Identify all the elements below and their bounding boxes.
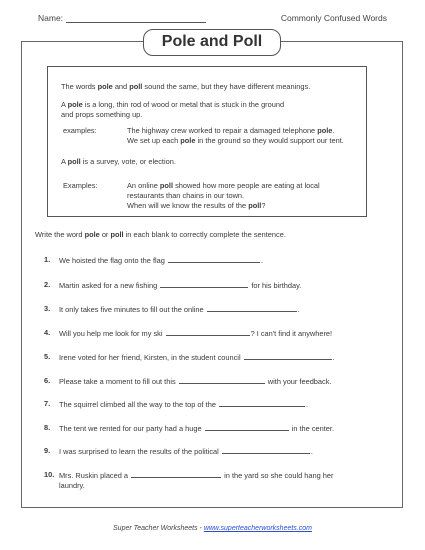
question-number: 7. (44, 399, 51, 408)
page-footer (0, 525, 425, 532)
intro-word-poll: poll (129, 82, 143, 91)
question-text (59, 376, 395, 387)
question-number: 10. (44, 470, 55, 479)
question-text (59, 304, 395, 315)
question-number: 6. (44, 376, 51, 385)
question-pre: The tent we rented for our party had a huge (59, 424, 202, 433)
question-number: 9. (44, 446, 51, 455)
question-pre: The squirrel climbed all the way to the top of the (59, 400, 216, 409)
pole-definition (61, 100, 360, 120)
question-text (59, 423, 395, 434)
page-header (38, 13, 387, 27)
pole-ex2-pre: We set up each (127, 136, 181, 145)
question-text (59, 470, 395, 491)
pole-examples-label: examples: (63, 126, 97, 135)
question-line2: laundry. (59, 481, 85, 490)
instructions-word-pole: pole (84, 230, 100, 239)
poll-ex1-pre: An online (127, 181, 160, 190)
question-text (59, 280, 395, 291)
poll-ex1-line2: restaurants than chains in our town. (127, 191, 245, 200)
intro-mid: and (112, 82, 130, 91)
pole-ex2-post: in the ground so they would support our tent. (195, 136, 344, 145)
question-post: ? I can't find it anywhere! (250, 329, 333, 338)
poll-ex2-word: poll (248, 201, 262, 210)
question-number: 5. (44, 352, 51, 361)
pole-ex1-post: . (332, 126, 335, 135)
question-text (59, 399, 395, 410)
question-pre: Irene voted for her friend, Kirsten, in the student council (59, 353, 241, 362)
definition-box (47, 66, 367, 217)
question-text (59, 352, 395, 363)
poll-ex1-word: poll (159, 181, 174, 190)
pole-ex1-word: pole (317, 126, 333, 135)
answer-blank[interactable] (222, 446, 310, 454)
question-number: 4. (44, 328, 51, 337)
instructions-pre: Write the word (35, 230, 85, 239)
pole-ex2-word: pole (180, 136, 196, 145)
pole-def-line2: and props something up. (61, 110, 143, 119)
answer-blank[interactable] (207, 304, 297, 312)
question-post: . (260, 256, 263, 265)
question-text (59, 328, 395, 339)
worksheet-subject: Commonly Confused Words (280, 13, 387, 23)
question-post: in the center. (291, 424, 335, 433)
poll-definition (61, 157, 360, 167)
pole-def-pre: A (61, 100, 68, 109)
question-pre: We hoisted the flag onto the flag (59, 256, 165, 265)
answer-blank[interactable] (205, 423, 289, 431)
answer-blank[interactable] (219, 399, 305, 407)
instructions-word-poll: poll (110, 230, 124, 239)
poll-examples (127, 181, 360, 211)
question-number: 1. (44, 255, 51, 264)
answer-blank[interactable] (160, 280, 248, 288)
answer-blank[interactable] (244, 352, 332, 360)
question-number: 3. (44, 304, 51, 313)
question-pre: It only takes five minutes to fill out the online (59, 305, 204, 314)
question-number: 8. (44, 423, 51, 432)
poll-ex1-post: showed how more people are eating at local (173, 181, 320, 190)
instructions-post: in each blank to correctly complete the sentence. (123, 230, 286, 239)
question-pre: I was surprised to learn the results of the political (59, 447, 219, 456)
name-label: Name: (38, 13, 64, 23)
pole-def-word: pole (67, 100, 83, 109)
question-text (59, 255, 395, 266)
answer-blank[interactable] (166, 328, 250, 336)
question-post: . (297, 305, 300, 314)
intro-post: sound the same, but they have different meanings. (142, 82, 311, 91)
poll-ex2-pre: When will we know the results of the (127, 201, 249, 210)
question-post: for his birthday. (251, 281, 302, 290)
poll-def-word: poll (67, 157, 81, 166)
question-post: . (332, 353, 335, 362)
question-text (59, 446, 395, 457)
intro-text (61, 82, 360, 92)
worksheet-title: Pole and Poll (143, 29, 281, 56)
footer-link[interactable]: www.superteacherworksheets.com (203, 525, 312, 532)
pole-examples (127, 126, 360, 146)
question-pre: Mrs. Ruskin placed a (59, 471, 129, 480)
question-post: in the yard so she could hang her (224, 471, 334, 480)
instructions (35, 230, 286, 239)
question-pre: Please take a moment to fill out this (59, 377, 176, 386)
answer-blank[interactable] (168, 255, 260, 263)
poll-examples-label: Examples: (63, 181, 98, 190)
poll-def-post: is a survey, vote, or election. (80, 157, 176, 166)
pole-def-line1: is a long, thin rod of wood or metal that is stuck in the ground (82, 100, 285, 109)
poll-def-pre: A (61, 157, 68, 166)
name-line[interactable] (66, 22, 206, 23)
question-number: 2. (44, 280, 51, 289)
question-pre: Martin asked for a new fishing (59, 281, 158, 290)
answer-blank[interactable] (131, 470, 221, 478)
question-post: . (310, 447, 313, 456)
question-post: . (306, 400, 309, 409)
footer-separator: - (197, 525, 204, 532)
intro-pre: The words (61, 82, 98, 91)
pole-ex1-pre: The highway crew worked to repair a damaged telephone (127, 126, 318, 135)
question-pre: Will you help me look for my ski (59, 329, 163, 338)
question-post: with your feedback. (267, 377, 332, 386)
poll-ex2-post: ? (261, 201, 266, 210)
intro-word-pole: pole (97, 82, 113, 91)
instructions-mid: or (99, 230, 111, 239)
answer-blank[interactable] (179, 376, 265, 384)
footer-brand: Super Teacher Worksheets (113, 525, 198, 532)
